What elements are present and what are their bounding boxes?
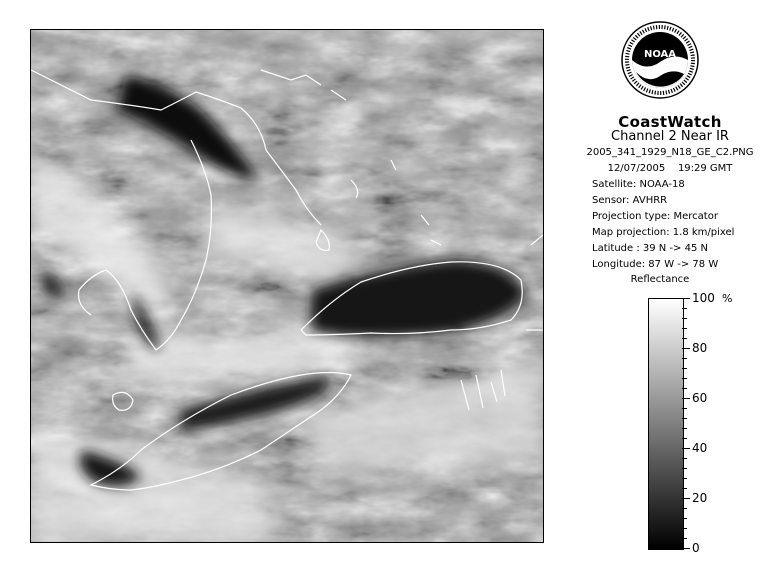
noaa-logo-text: NOAA [643,49,677,60]
scale-minor-tick [682,358,687,359]
time-text: 19:29 GMT [677,163,733,174]
longitude-label: Longitude: 87 W -> 78 W [592,259,719,270]
projection-type-label: Projection type: Mercator [592,211,718,222]
filename-label: 2005_341_1929_N18_GE_C2.PNG [586,147,754,158]
satellite-label: Satellite: NOAA-18 [592,179,685,190]
noaa-logo-icon [620,20,700,100]
scale-minor-tick [682,338,687,339]
scale-unit: % [722,292,733,305]
scale-tick [682,298,690,299]
scale-minor-tick [682,368,687,369]
scale-tick [682,348,690,349]
satellite-image [30,29,544,543]
scale-minor-tick [682,468,687,469]
latitude-label: Latitude : 39 N -> 45 N [592,243,708,254]
scale-minor-tick [682,478,687,479]
noaa-logo [620,20,700,100]
datetime-label [560,163,780,174]
scale-minor-tick [682,378,687,379]
reflectance-colorbar [648,298,684,550]
scale-minor-tick [682,408,687,409]
channel-label: Channel 2 Near IR [611,129,729,144]
scale-tick-label: 100 [692,291,715,305]
scale-tick [682,548,690,549]
scale-minor-tick [682,438,687,439]
product-title: CoastWatch [618,113,722,131]
scale-tick [682,448,690,449]
scale-minor-tick [682,538,687,539]
scale-tick [682,398,690,399]
scale-tick-label: 80 [692,341,708,355]
scale-minor-tick [682,418,687,419]
scale-minor-tick [682,528,687,529]
scale-minor-tick [682,518,687,519]
scale-title: Reflectance [630,274,690,285]
scale-tick-label: 20 [692,491,708,505]
map-projection-label: Map projection: 1.8 km/pixel [592,227,735,238]
reflectance-map [31,30,543,542]
scale-minor-tick [682,508,687,509]
sensor-label: Sensor: AVHRR [592,195,668,206]
scale-tick-label: 60 [692,391,708,405]
scale-minor-tick [682,308,687,309]
scale-tick-label: 40 [692,441,708,455]
scale-minor-tick [682,388,687,389]
date-text: 12/07/2005 [607,163,666,174]
scale-minor-tick [682,328,687,329]
scale-tick [682,498,690,499]
scale-minor-tick [682,428,687,429]
scale-minor-tick [682,488,687,489]
scale-minor-tick [682,458,687,459]
scale-minor-tick [682,318,687,319]
scale-tick-label: 0 [692,541,700,555]
